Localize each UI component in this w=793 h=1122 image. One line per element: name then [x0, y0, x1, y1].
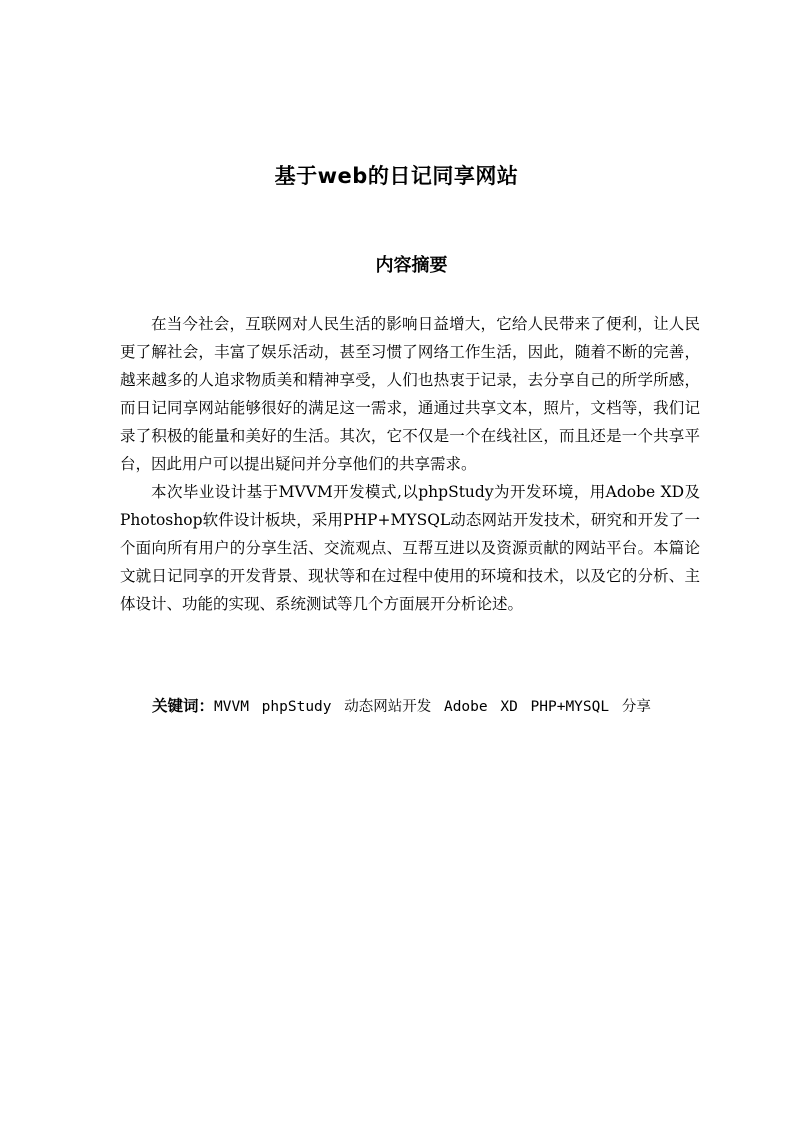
abstract-paragraph-2: 本次毕业设计基于MVVM开发模式,以phpStudy为开发环境，用Adobe XD及Photoshop软件设计板块，采用PHP+MYSQL动态网站开发技术，研究和开发了一个面向所有用户的分享生活、交流观点、互帮互进以及资源贡献的网站平台。本篇论文就日记同享的开发背景、现状等和在过程中使用的环境和技术，以及它的分析、主体设计、功能的实现、系统测试等几个方面展开分析论述。: [120, 483, 700, 613]
keywords-label: 关键词：: [152, 697, 215, 715]
keywords-text: MVVM phpStudy 动态网站开发 Adobe XD PHP+MYSQL 分享: [214, 699, 651, 715]
abstract-body: [120, 310, 700, 618]
keywords-line: [152, 692, 712, 721]
abstract-paragraph-1: 在当今社会，互联网对人民生活的影响日益增大，它给人民带来了便利，让人民更了解社会，丰富了娱乐活动，甚至习惯了网络工作生活，因此，随着不断的完善，越来越多的人追求物质美和精神享受，人们也热衷于记录，去分享自己的所学所感，而日记同享网站能够很好的满足这一需求，通通过共享文本，照片，文档等，我们记录了积极的能量和美好的生活。其次，它不仅是一个在线社区，而且还是一个共享平台，因此用户可以提出疑问并分享他们的共享需求。: [120, 315, 700, 473]
document-title: 基于web的日记同享网站: [274, 164, 519, 188]
abstract-heading: 内容摘要: [375, 255, 448, 276]
